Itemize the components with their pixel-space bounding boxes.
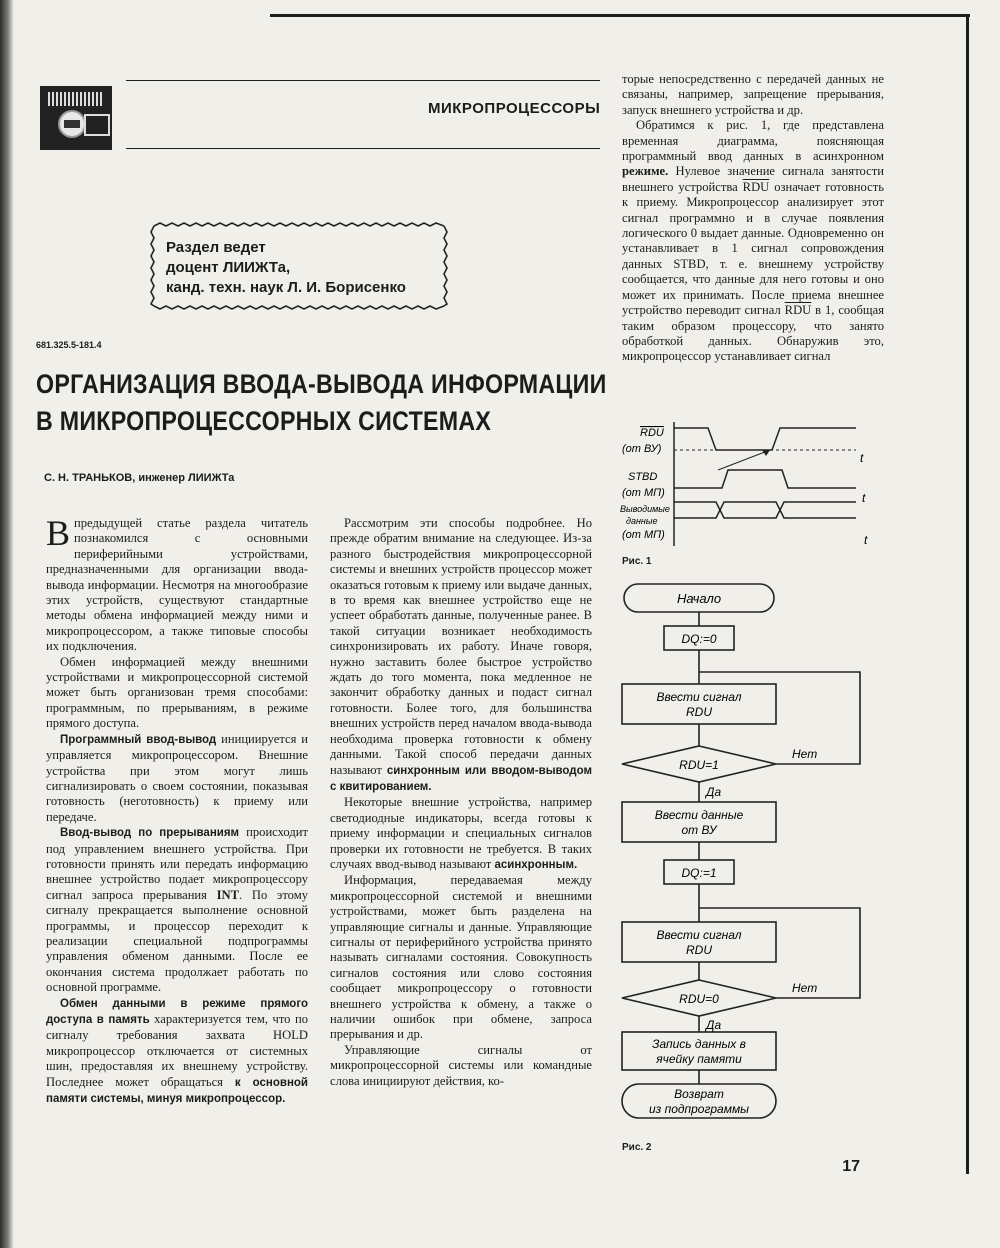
column-2 <box>330 516 592 1089</box>
cond1-text: RDU=1 <box>679 758 719 772</box>
figure-1-timing-diagram <box>612 420 888 554</box>
label-stbd: STBD <box>628 471 658 483</box>
article-title <box>36 366 607 440</box>
end-text-2: из подпрограммы <box>649 1102 749 1116</box>
paragraph: Рассмотрим эти способы подробнее. Но прежде обратим внимание на следующее. Из-за разного быстродействия микропроцессорной системы и внешних устройств процессор может оказаться готовым к приему или выдаче данных, в то время как внешнее устройство еще не успеет обработать данные, полученные ранее. В такой ситуации возникает необходимость синхронизировать их работу. Иначе говоря, нужно заставить более быстрое устройство ждать до того момента, пока медленное не закончит обработку данных и подаст сигнал готовности. Более того, для большинства внешних устройств перед началом ввода-вывода необходима проверка готовности к обмену данными. Такой способ передачи данных называют синхронным или вводом-выводом с квитированием. <box>330 516 592 793</box>
column-3 <box>622 72 884 365</box>
article-author: С. Н. ТРАНЬКОВ, инженер ЛИИЖТа <box>44 472 235 484</box>
time-label: t <box>864 533 868 547</box>
paragraph: Обмен информацией между внешними устройствами и микропроцессорной системой может быть организован тремя способами: программным, по прерываниям, в режиме прямого доступа. <box>46 654 308 731</box>
top-rule <box>270 14 970 17</box>
udc-code: 681.325.5-181.4 <box>36 340 102 350</box>
section-title: МИКРОПРОЦЕССОРЫ <box>428 100 601 117</box>
vertical-rule <box>966 14 969 1174</box>
scan-shadow-edge <box>0 0 14 1248</box>
section-logo <box>40 86 112 150</box>
page-number: 17 <box>842 1158 860 1175</box>
no1-text: Нет <box>792 747 818 761</box>
op2-text-1: Ввести сигнал <box>656 690 742 704</box>
no2-text: Нет <box>792 981 818 995</box>
header-rule-top <box>126 80 600 81</box>
paragraph: Впредыдущей статье раздела читатель познакомился с основными периферийными устройствами, предназначенными для организации ввода-вывода информации. Несмотря на многообразие этих устройств, существуют стандартные методы обмена информацией между ними и микропроцессором, а также типовые способы их подключения. <box>46 513 308 654</box>
header-rule-bottom <box>126 148 600 149</box>
paragraph: Программный ввод-вывод инициируется и управляется микропроцессором. Внешние устройства при этом могут лишь сигнализировать о своем состоянии, показывая готовность (неготовность) к приему или передаче. <box>46 731 309 824</box>
end-text-1: Возврат <box>674 1087 724 1101</box>
box-line-3: канд. техн. наук Л. И. Борисенко <box>166 279 406 296</box>
op1-text: DQ:=0 <box>681 632 717 646</box>
op4-text: DQ:=1 <box>681 866 717 880</box>
editor-box <box>150 222 448 310</box>
op3-text-2: от ВУ <box>681 823 717 837</box>
figure-1-caption: Рис. 1 <box>622 556 652 567</box>
time-label: t <box>862 491 866 505</box>
column-1 <box>46 513 309 1107</box>
time-label: t <box>860 451 864 465</box>
figure-2-caption: Рис. 2 <box>622 1142 652 1153</box>
yes2-text: Да <box>706 1018 722 1032</box>
paragraph: торые непосредственно с передачей данных не связаны, например, запрещение прерывания, запуск внешнего устройства и др. <box>622 72 884 117</box>
yes1-text: Да <box>706 785 722 799</box>
cond2-text: RDU=0 <box>679 992 719 1006</box>
box-line-1: Раздел ведет <box>166 239 266 256</box>
label-from-mp-2: (от МП) <box>622 529 665 541</box>
paragraph: Некоторые внешние устройства, например светодиодные индикаторы, всегда готовы к приему информации и специальных сигналов проверки их готовности не требуется. В таких случаях ввод-вывод называют асинхронным. <box>330 795 592 871</box>
start-text: Начало <box>676 591 722 606</box>
op6-text-2: ячейку памяти <box>656 1052 742 1066</box>
paragraph: Обмен данными в режиме прямого доступа в память характеризуется тем, что по сигналу требования захвата HOLD микропроцессор отключается от системных шин, предоставляя их внешнему устройству. Последнее может обращаться к основной памяти системы, минуя микропроцессор. <box>46 997 308 1106</box>
label-rdu: RDU <box>640 427 664 439</box>
title-line-1: ОРГАНИЗАЦИЯ ВВОДА-ВЫВОДА ИНФОРМАЦИИ <box>36 369 607 399</box>
op6-text-1: Запись данных в <box>652 1037 746 1051</box>
paragraph: Управляющие сигналы от микропроцессорной системы или командные слова инициируют действия, ко- <box>330 1042 592 1088</box>
op5-text-2: RDU <box>686 943 712 957</box>
paragraph: Информация, передаваемая между микропроцессорной системой и внешними устройствами, может быть разделена на управляющие сигналы и данные. Управляющие сигналы от периферийного устройства принято называть сигналами состояния. Совокупность сигналов состояния или слово состояния сообщает микропроцессору о готовности внешнего устройства к обмену, а также о наличии ошибок при обмене, запроса прерывания и др. <box>330 873 592 1042</box>
title-line-2: В МИКРОПРОЦЕССОРНЫХ СИСТЕМАХ <box>36 406 492 436</box>
label-from-mp-1: (от МП) <box>622 487 665 499</box>
op5-text-1: Ввести сигнал <box>656 928 742 942</box>
op3-text-1: Ввести данные <box>654 808 744 822</box>
label-output: Выводимые <box>620 504 670 514</box>
label-from-vu: (от ВУ) <box>622 443 662 455</box>
label-data: данные <box>626 516 658 526</box>
drop-cap: В <box>46 513 71 553</box>
box-line-2: доцент ЛИИЖТа, <box>166 259 291 276</box>
paragraph: Обратимся к рис. 1, где представлена временная диаграмма, поясняющая программный ввод данных в асинхронном режиме. Нулевое значение сигнала занятости внешнего устройства $\overline{RDU}$ означает готовность к приему. Микропроцессор анализирует этот сигнал программно и в случае появления логического 0 выдает данные. Одновременно он устанавливает в 1 сигнал сопровождения данных STBD, т. е. внешнему устройству сообщается, что данные для него готовы и оно может их принимать. После приема внешнее устройство переводит сигнал $\overline{RDU}$ в 1, сообщая таким образом процессору, что занято обработкой данных. Обнаружив это, микропроцессор устанавливает сигнал <box>622 118 884 364</box>
figure-2-flowchart <box>612 580 880 1140</box>
paragraph: Ввод-вывод по прерываниям происходит под управлением внешнего устройства. При готовности принять или передать информацию внешнее устройство подает микропроцессору сигнал запроса прерывания INT. По этому сигналу прекращается выполнение основной программы, и процессор переходит к реализации специальной подпрограммы управления обменом данными. После ее окончания система продолжает работать по основной программе. <box>46 825 309 995</box>
op2-text-2: RDU <box>686 705 712 719</box>
